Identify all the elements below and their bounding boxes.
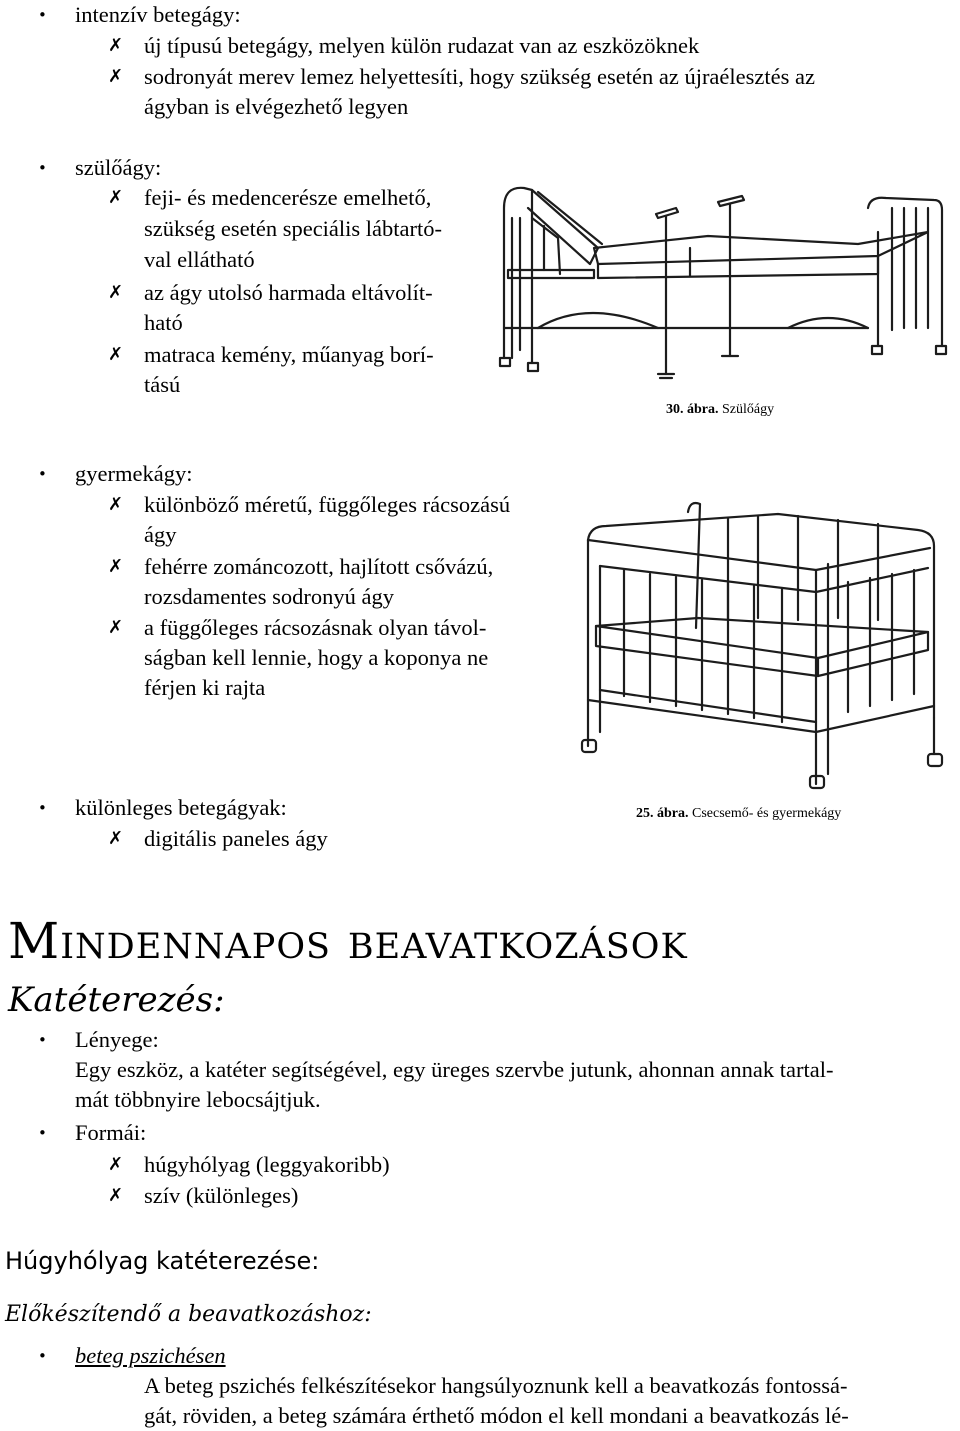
bullet: • bbox=[38, 1031, 47, 1049]
essence-text: mát többnyire lebocsájtjuk. bbox=[75, 1087, 321, 1112]
bladder-catheterization-heading: Húgyhólyag katéterezése: bbox=[5, 1247, 320, 1275]
child-item: ágy bbox=[144, 522, 177, 547]
prep-item-label: beteg pszichésen bbox=[75, 1343, 226, 1368]
cross-icon: ✗ bbox=[108, 1154, 124, 1175]
birthing-item: matraca kemény, műanyag borí- bbox=[144, 342, 434, 367]
intensive-item: új típusú betegágy, melyen külön rudazat van az eszközöknek bbox=[144, 33, 700, 58]
cross-icon: ✗ bbox=[108, 617, 124, 638]
child-item: ságban kell lennie, hogy a koponya ne bbox=[144, 645, 489, 670]
intensive-item: sodronyát merev lemez helyettesíti, hogy szükség esetén az újraélesztés az bbox=[144, 64, 815, 89]
bullet: • bbox=[38, 6, 47, 24]
form-item: szív (különleges) bbox=[144, 1183, 299, 1208]
bullet: • bbox=[38, 1347, 47, 1365]
child-item: férjen ki rajta bbox=[144, 675, 266, 700]
cross-icon: ✗ bbox=[108, 35, 124, 56]
child-item: különböző méretű, függőleges rácsozású bbox=[144, 492, 511, 517]
birthing-item: tású bbox=[144, 372, 181, 397]
figure-number: 25. ábra. bbox=[636, 806, 689, 821]
preparation-heading: Előkészítendő a beavatkozáshoz: bbox=[5, 1302, 372, 1327]
child-item: a függőleges rácsozásnak olyan távol- bbox=[144, 615, 487, 640]
birthing-item: val ellátható bbox=[144, 247, 255, 272]
cross-icon: ✗ bbox=[108, 1185, 124, 1206]
birthing-bed-title: szülőágy: bbox=[75, 155, 162, 180]
child-bed-title: gyermekágy: bbox=[75, 461, 193, 486]
bullet: • bbox=[38, 159, 47, 177]
special-item: digitális paneles ágy bbox=[144, 826, 328, 851]
crib-illustration bbox=[578, 500, 948, 792]
cross-icon: ✗ bbox=[108, 344, 124, 365]
cross-icon: ✗ bbox=[108, 828, 124, 849]
catheterization-heading: Katéterezés: bbox=[8, 980, 225, 1020]
cross-icon: ✗ bbox=[108, 187, 124, 208]
birthing-item: szükség esetén speciális lábtartó- bbox=[144, 216, 443, 241]
cross-icon: ✗ bbox=[108, 556, 124, 577]
prep-text: A beteg pszichés felkészítésekor hangsúlyoznunk kell a beavatkozás fontossá- bbox=[144, 1373, 848, 1398]
figure-caption-birthing bbox=[666, 402, 774, 418]
figure-caption-crib bbox=[636, 806, 841, 822]
birthing-bed-illustration bbox=[498, 178, 948, 400]
form-item: húgyhólyag (leggyakoribb) bbox=[144, 1152, 390, 1177]
essence-text: Egy eszköz, a katéter segítségével, egy üreges szervbe jutunk, ahonnan annak tartal- bbox=[75, 1057, 834, 1082]
intensive-bed-title: intenzív betegágy: bbox=[75, 2, 241, 27]
prep-text: gát, röviden, a beteg számára érthető módon el kell mondani a beavatkozás lé- bbox=[144, 1403, 849, 1428]
cross-icon: ✗ bbox=[108, 494, 124, 515]
bullet: • bbox=[38, 799, 47, 817]
child-item: rozsdamentes sodronyú ágy bbox=[144, 584, 394, 609]
bullet: • bbox=[38, 1124, 47, 1142]
cross-icon: ✗ bbox=[108, 282, 124, 303]
special-bed-title: különleges betegágyak: bbox=[75, 795, 287, 820]
cross-icon: ✗ bbox=[108, 66, 124, 87]
section-heading: Mindennapos beavatkozások bbox=[8, 912, 688, 970]
figure-caption-text: Csecsemő- és gyermekágy bbox=[692, 806, 842, 821]
bullet: • bbox=[38, 465, 47, 483]
figure-number: 30. ábra. bbox=[666, 402, 719, 417]
child-item: fehérre zománcozott, hajlított csővázú, bbox=[144, 554, 494, 579]
intensive-item: ágyban is elvégezhető legyen bbox=[144, 94, 409, 119]
birthing-item: feji- és medencerésze emelhető, bbox=[144, 185, 432, 210]
forms-label: Formái: bbox=[75, 1120, 147, 1145]
birthing-item: az ágy utolsó harmada eltávolít- bbox=[144, 280, 433, 305]
essence-label: Lényege: bbox=[75, 1027, 159, 1052]
figure-caption-text: Szülőágy bbox=[722, 402, 775, 417]
birthing-item: ható bbox=[144, 310, 183, 335]
